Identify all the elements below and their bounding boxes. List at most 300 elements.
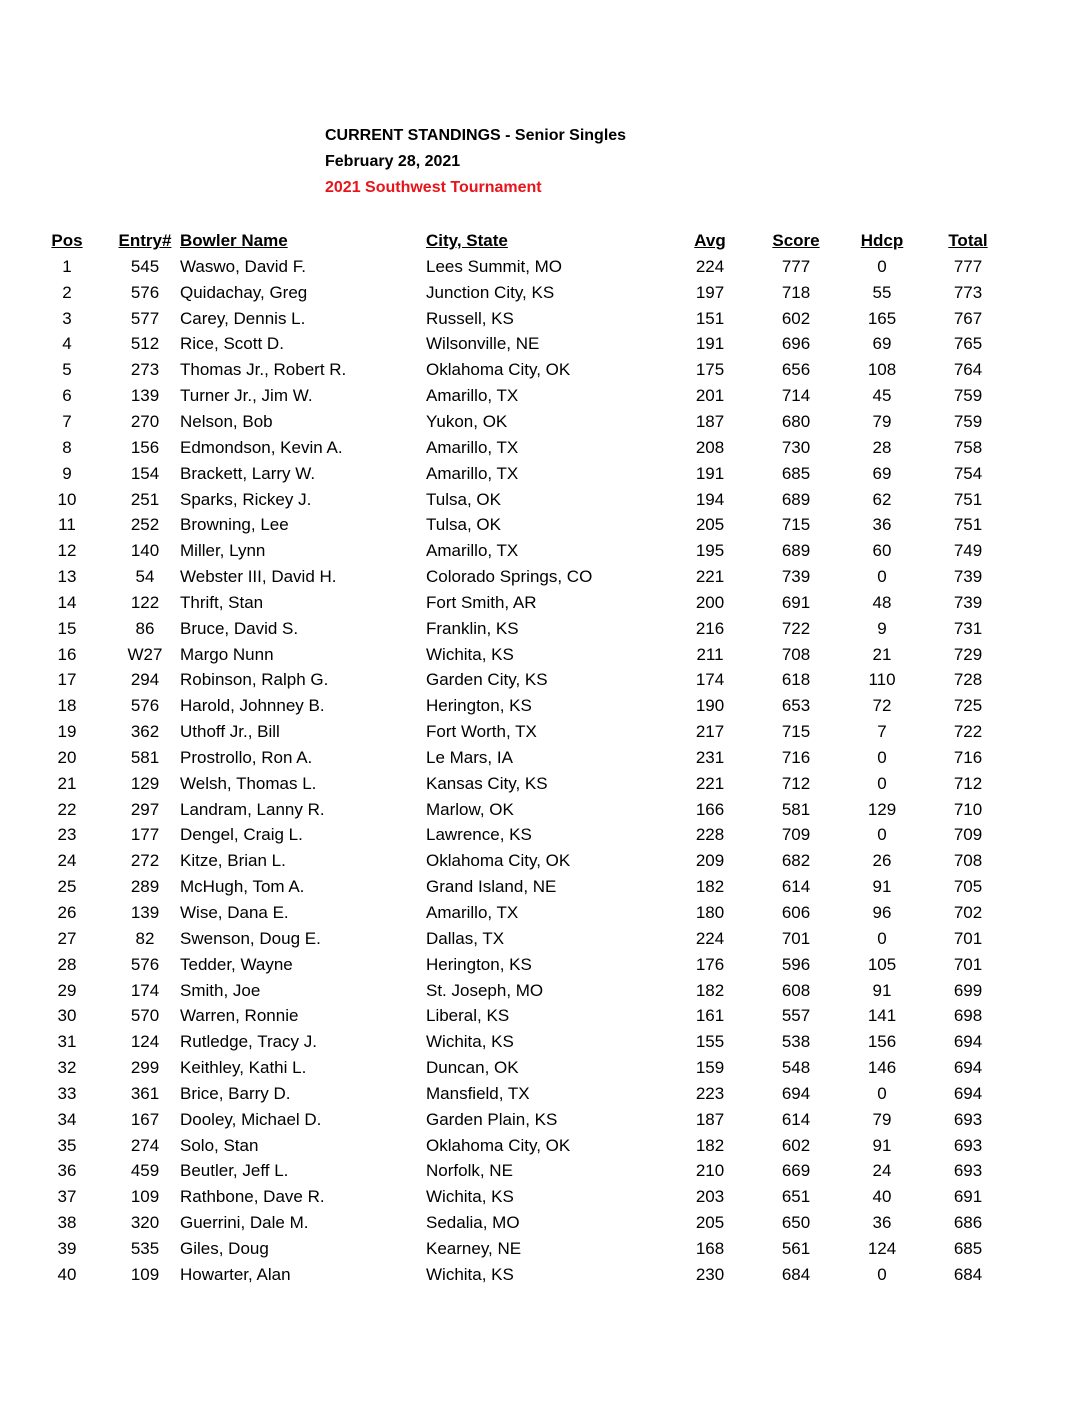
cell-pos: 23 <box>57 825 77 845</box>
cell-total: 699 <box>953 980 983 1000</box>
page-date: February 28, 2021 <box>325 153 461 170</box>
cell-total: 709 <box>953 825 983 845</box>
cell-city-state: Amarillo, TX <box>426 437 519 457</box>
cell-city-state: Grand Island, NE <box>426 877 557 897</box>
cell-total: 759 <box>953 411 983 431</box>
cell-score: 669 <box>781 1161 811 1181</box>
cell-pos: 3 <box>62 308 72 328</box>
cell-city-state: St. Joseph, MO <box>426 980 544 1000</box>
cell-city-state: Amarillo, TX <box>426 463 519 483</box>
cell-hdcp: 40 <box>872 1187 892 1207</box>
cell-pos: 9 <box>62 463 72 483</box>
cell-entry: 581 <box>130 747 160 767</box>
cell-city-state: Sedalia, MO <box>426 1213 520 1233</box>
cell-entry: W27 <box>127 644 163 664</box>
table-row <box>0 1003 1004 1029</box>
cell-pos: 16 <box>57 644 77 664</box>
cell-city-state: Colorado Springs, CO <box>426 567 593 587</box>
cell-total: 694 <box>953 1083 983 1103</box>
cell-hdcp: 91 <box>872 877 892 897</box>
cell-city-state: Oklahoma City, OK <box>426 360 571 380</box>
cell-avg: 205 <box>695 515 725 535</box>
cell-hdcp: 0 <box>877 1083 887 1103</box>
cell-hdcp: 0 <box>877 747 887 767</box>
cell-entry: 252 <box>130 515 160 535</box>
cell-score: 602 <box>781 1135 811 1155</box>
table-row <box>0 1133 1004 1159</box>
cell-city-state: Tulsa, OK <box>426 515 501 535</box>
cell-hdcp: 28 <box>872 437 892 457</box>
event-name: 2021 Southwest Tournament <box>325 179 542 196</box>
table-row <box>0 900 1004 926</box>
table-row <box>0 538 1004 564</box>
cell-score: 689 <box>781 489 811 509</box>
cell-bowler-name: Robinson, Ralph G. <box>180 670 329 690</box>
cell-entry: 109 <box>130 1187 160 1207</box>
cell-entry: 535 <box>130 1238 160 1258</box>
cell-city-state: Marlow, OK <box>426 799 514 819</box>
cell-bowler-name: Thomas Jr., Robert R. <box>180 360 347 380</box>
table-row <box>0 719 1004 745</box>
cell-pos: 7 <box>62 411 72 431</box>
cell-city-state: Kansas City, KS <box>426 773 548 793</box>
cell-hdcp: 0 <box>877 256 887 276</box>
cell-city-state: Wichita, KS <box>426 644 514 664</box>
col-score: Score <box>772 231 820 250</box>
cell-pos: 14 <box>57 592 77 612</box>
cell-avg: 216 <box>695 618 725 638</box>
cell-bowler-name: Solo, Stan <box>180 1135 259 1155</box>
cell-score: 739 <box>781 567 811 587</box>
cell-total: 729 <box>953 644 983 664</box>
cell-hdcp: 129 <box>867 799 897 819</box>
cell-hdcp: 0 <box>877 928 887 948</box>
cell-avg: 230 <box>695 1264 725 1284</box>
table-row <box>0 409 1004 435</box>
cell-city-state: Lees Summit, MO <box>426 256 563 276</box>
cell-total: 694 <box>953 1058 983 1078</box>
cell-score: 689 <box>781 541 811 561</box>
cell-avg: 190 <box>695 696 725 716</box>
cell-pos: 8 <box>62 437 72 457</box>
cell-hdcp: 45 <box>872 386 892 406</box>
cell-hdcp: 55 <box>872 282 892 302</box>
cell-hdcp: 91 <box>872 980 892 1000</box>
cell-bowler-name: Kitze, Brian L. <box>180 851 286 871</box>
cell-entry: 299 <box>130 1058 160 1078</box>
cell-entry: 270 <box>130 411 160 431</box>
cell-hdcp: 26 <box>872 851 892 871</box>
table-row <box>0 383 1004 409</box>
cell-score: 709 <box>781 825 811 845</box>
cell-bowler-name: Welsh, Thomas L. <box>180 773 317 793</box>
table-row <box>0 823 1004 849</box>
table-row <box>0 616 1004 642</box>
cell-score: 561 <box>781 1238 811 1258</box>
cell-avg: 159 <box>695 1058 725 1078</box>
cell-city-state: Lawrence, KS <box>426 825 532 845</box>
cell-pos: 20 <box>57 747 77 767</box>
cell-bowler-name: Dooley, Michael D. <box>180 1109 322 1129</box>
cell-avg: 231 <box>695 747 725 767</box>
table-row <box>0 1055 1004 1081</box>
col-hdcp: Hdcp <box>860 231 904 250</box>
cell-total: 691 <box>953 1187 983 1207</box>
cell-hdcp: 105 <box>867 954 897 974</box>
cell-city-state: Le Mars, IA <box>426 747 513 767</box>
table-row <box>0 564 1004 590</box>
cell-entry: 251 <box>130 489 160 509</box>
cell-bowler-name: Smith, Joe <box>180 980 261 1000</box>
cell-hdcp: 62 <box>872 489 892 509</box>
cell-bowler-name: Harold, Johnney B. <box>180 696 325 716</box>
cell-pos: 5 <box>62 360 72 380</box>
table-row <box>0 771 1004 797</box>
table-row <box>0 1159 1004 1185</box>
cell-pos: 25 <box>57 877 77 897</box>
cell-score: 694 <box>781 1083 811 1103</box>
cell-hdcp: 0 <box>877 825 887 845</box>
cell-pos: 1 <box>62 256 72 276</box>
cell-total: 725 <box>953 696 983 716</box>
table-row <box>0 952 1004 978</box>
table-row <box>0 461 1004 487</box>
cell-bowler-name: Bruce, David S. <box>180 618 299 638</box>
cell-bowler-name: Uthoff Jr., Bill <box>180 722 280 742</box>
cell-pos: 31 <box>57 1032 77 1052</box>
cell-pos: 21 <box>57 773 77 793</box>
cell-hdcp: 124 <box>867 1238 897 1258</box>
cell-total: 716 <box>953 747 983 767</box>
cell-city-state: Herington, KS <box>426 696 532 716</box>
cell-avg: 201 <box>695 386 725 406</box>
cell-pos: 28 <box>57 954 77 974</box>
cell-total: 701 <box>953 928 983 948</box>
table-row <box>0 978 1004 1004</box>
cell-avg: 191 <box>695 463 725 483</box>
cell-bowler-name: Carey, Dennis L. <box>180 308 306 328</box>
cell-score: 538 <box>781 1032 811 1052</box>
cell-total: 712 <box>953 773 983 793</box>
cell-score: 618 <box>781 670 811 690</box>
cell-score: 714 <box>781 386 811 406</box>
cell-total: 759 <box>953 386 983 406</box>
cell-avg: 223 <box>695 1083 725 1103</box>
cell-avg: 166 <box>695 799 725 819</box>
cell-city-state: Dallas, TX <box>426 928 505 948</box>
cell-entry: 512 <box>130 334 160 354</box>
cell-entry: 459 <box>130 1161 160 1181</box>
cell-bowler-name: McHugh, Tom A. <box>180 877 305 897</box>
cell-avg: 182 <box>695 1135 725 1155</box>
cell-city-state: Junction City, KS <box>426 282 555 302</box>
cell-hdcp: 36 <box>872 515 892 535</box>
cell-total: 777 <box>953 256 983 276</box>
cell-entry: 122 <box>130 592 160 612</box>
cell-total: 702 <box>953 903 983 923</box>
cell-total: 693 <box>953 1135 983 1155</box>
cell-entry: 140 <box>130 541 160 561</box>
cell-total: 773 <box>953 282 983 302</box>
cell-score: 718 <box>781 282 811 302</box>
cell-hdcp: 156 <box>867 1032 897 1052</box>
cell-total: 686 <box>953 1213 983 1233</box>
cell-entry: 297 <box>130 799 160 819</box>
cell-total: 693 <box>953 1161 983 1181</box>
cell-total: 728 <box>953 670 983 690</box>
cell-bowler-name: Rutledge, Tracy J. <box>180 1032 318 1052</box>
cell-city-state: Mansfield, TX <box>426 1083 530 1103</box>
cell-hdcp: 69 <box>872 463 892 483</box>
col-total: Total <box>948 231 988 250</box>
cell-hdcp: 69 <box>872 334 892 354</box>
cell-bowler-name: Miller, Lynn <box>180 541 266 561</box>
cell-city-state: Amarillo, TX <box>426 541 519 561</box>
page-title: CURRENT STANDINGS - Senior Singles <box>325 127 627 144</box>
cell-entry: 129 <box>130 773 160 793</box>
cell-avg: 182 <box>695 980 725 1000</box>
cell-pos: 22 <box>57 799 77 819</box>
cell-entry: 139 <box>130 903 160 923</box>
cell-hdcp: 141 <box>867 1006 897 1026</box>
cell-entry: 289 <box>130 877 160 897</box>
cell-bowler-name: Tedder, Wayne <box>180 954 293 974</box>
cell-avg: 180 <box>695 903 725 923</box>
cell-avg: 191 <box>695 334 725 354</box>
cell-pos: 18 <box>57 696 77 716</box>
table-row <box>0 642 1004 668</box>
cell-pos: 13 <box>57 567 77 587</box>
cell-hdcp: 110 <box>868 670 896 690</box>
table-row <box>0 254 1004 280</box>
cell-bowler-name: Keithley, Kathi L. <box>180 1058 307 1078</box>
cell-avg: 194 <box>695 489 725 509</box>
cell-entry: 361 <box>130 1083 160 1103</box>
cell-city-state: Russell, KS <box>426 308 514 328</box>
cell-hdcp: 36 <box>872 1213 892 1233</box>
cell-avg: 205 <box>695 1213 725 1233</box>
cell-avg: 224 <box>695 256 725 276</box>
cell-score: 682 <box>781 851 811 871</box>
cell-avg: 209 <box>695 851 725 871</box>
cell-total: 739 <box>953 592 983 612</box>
cell-pos: 35 <box>57 1135 77 1155</box>
cell-pos: 26 <box>57 903 77 923</box>
cell-score: 715 <box>781 722 811 742</box>
cell-total: 685 <box>953 1238 983 1258</box>
cell-bowler-name: Howarter, Alan <box>180 1264 291 1284</box>
cell-entry: 570 <box>130 1006 160 1026</box>
cell-score: 716 <box>781 747 811 767</box>
cell-pos: 34 <box>57 1109 77 1129</box>
cell-score: 696 <box>781 334 811 354</box>
cell-bowler-name: Giles, Doug <box>180 1238 269 1258</box>
table-row <box>0 435 1004 461</box>
cell-total: 749 <box>953 541 983 561</box>
cell-total: 693 <box>953 1109 983 1129</box>
cell-hdcp: 79 <box>872 411 892 431</box>
cell-entry: 576 <box>130 282 160 302</box>
cell-avg: 203 <box>695 1187 725 1207</box>
cell-pos: 38 <box>57 1213 77 1233</box>
cell-hdcp: 21 <box>872 644 892 664</box>
table-row <box>0 487 1004 513</box>
cell-avg: 228 <box>695 825 725 845</box>
cell-bowler-name: Guerrini, Dale M. <box>180 1213 309 1233</box>
cell-entry: 274 <box>130 1135 160 1155</box>
table-row <box>0 332 1004 358</box>
cell-total: 764 <box>953 360 983 380</box>
cell-bowler-name: Landram, Lanny R. <box>180 799 325 819</box>
cell-score: 614 <box>781 877 811 897</box>
cell-entry: 167 <box>130 1109 160 1129</box>
cell-total: 694 <box>953 1032 983 1052</box>
cell-city-state: Herington, KS <box>426 954 532 974</box>
cell-bowler-name: Turner Jr., Jim W. <box>180 386 313 406</box>
cell-avg: 174 <box>695 670 725 690</box>
cell-hdcp: 0 <box>877 567 887 587</box>
col-entry: Entry# <box>118 231 172 250</box>
cell-score: 548 <box>781 1058 811 1078</box>
cell-hdcp: 24 <box>872 1161 892 1181</box>
cell-score: 606 <box>781 903 811 923</box>
cell-avg: 200 <box>695 592 725 612</box>
cell-bowler-name: Warren, Ronnie <box>180 1006 299 1026</box>
cell-bowler-name: Swenson, Doug E. <box>180 928 321 948</box>
cell-bowler-name: Edmondson, Kevin A. <box>180 437 343 457</box>
col-city-state: City, State <box>426 231 508 250</box>
cell-score: 650 <box>781 1213 811 1233</box>
cell-pos: 12 <box>57 541 77 561</box>
cell-entry: 362 <box>130 722 160 742</box>
cell-pos: 2 <box>62 282 72 302</box>
cell-city-state: Wichita, KS <box>426 1032 514 1052</box>
cell-hdcp: 79 <box>872 1109 892 1129</box>
cell-hdcp: 48 <box>872 592 892 612</box>
cell-score: 715 <box>781 515 811 535</box>
table-row <box>0 280 1004 306</box>
cell-total: 739 <box>953 567 983 587</box>
cell-total: 751 <box>953 489 983 509</box>
cell-bowler-name: Browning, Lee <box>180 515 289 535</box>
cell-total: 758 <box>953 437 983 457</box>
cell-pos: 15 <box>57 618 77 638</box>
cell-avg: 187 <box>695 1109 725 1129</box>
cell-hdcp: 7 <box>877 722 887 742</box>
cell-city-state: Garden Plain, KS <box>426 1109 558 1129</box>
cell-pos: 37 <box>57 1187 77 1207</box>
cell-pos: 39 <box>57 1238 77 1258</box>
cell-bowler-name: Dengel, Craig L. <box>180 825 303 845</box>
table-row <box>0 357 1004 383</box>
table-row <box>0 1081 1004 1107</box>
cell-score: 656 <box>781 360 811 380</box>
cell-bowler-name: Sparks, Rickey J. <box>180 489 312 509</box>
cell-city-state: Kearney, NE <box>426 1238 522 1258</box>
cell-city-state: Duncan, OK <box>426 1058 519 1078</box>
cell-pos: 17 <box>57 670 77 690</box>
cell-bowler-name: Beutler, Jeff L. <box>180 1161 289 1181</box>
cell-entry: 82 <box>135 928 155 948</box>
cell-score: 614 <box>781 1109 811 1129</box>
cell-total: 684 <box>953 1264 983 1284</box>
cell-hdcp: 0 <box>877 773 887 793</box>
cell-pos: 10 <box>57 489 77 509</box>
cell-bowler-name: Rice, Scott D. <box>180 334 284 354</box>
cell-score: 777 <box>781 256 811 276</box>
cell-pos: 6 <box>62 386 72 406</box>
col-bowler-name: Bowler Name <box>180 231 288 250</box>
cell-bowler-name: Rathbone, Dave R. <box>180 1187 325 1207</box>
cell-score: 557 <box>781 1006 811 1026</box>
cell-city-state: Yukon, OK <box>426 411 508 431</box>
cell-entry: 545 <box>130 256 160 276</box>
cell-pos: 19 <box>57 722 77 742</box>
table-row <box>0 745 1004 771</box>
cell-bowler-name: Webster III, David H. <box>180 567 337 587</box>
cell-entry: 156 <box>130 437 160 457</box>
cell-bowler-name: Waswo, David F. <box>180 256 306 276</box>
cell-total: 705 <box>953 877 983 897</box>
table-row <box>0 590 1004 616</box>
cell-city-state: Fort Worth, TX <box>426 722 537 742</box>
table-row <box>0 668 1004 694</box>
cell-entry: 54 <box>135 567 155 587</box>
cell-total: 751 <box>953 515 983 535</box>
cell-hdcp: 72 <box>872 696 892 716</box>
cell-avg: 151 <box>695 308 725 328</box>
cell-city-state: Fort Smith, AR <box>426 592 537 612</box>
table-row <box>0 797 1004 823</box>
cell-bowler-name: Brackett, Larry W. <box>180 463 316 483</box>
cell-pos: 36 <box>57 1161 77 1181</box>
table-row <box>0 693 1004 719</box>
cell-total: 698 <box>953 1006 983 1026</box>
table-row <box>0 1029 1004 1055</box>
cell-avg: 211 <box>696 644 724 664</box>
cell-score: 691 <box>781 592 811 612</box>
cell-hdcp: 146 <box>867 1058 897 1078</box>
cell-city-state: Liberal, KS <box>426 1006 510 1026</box>
cell-entry: 577 <box>130 308 160 328</box>
cell-hdcp: 96 <box>872 903 892 923</box>
cell-avg: 176 <box>695 954 725 974</box>
cell-entry: 139 <box>130 386 160 406</box>
cell-entry: 294 <box>130 670 160 690</box>
cell-hdcp: 91 <box>872 1135 892 1155</box>
table-row <box>0 1107 1004 1133</box>
cell-avg: 182 <box>695 877 725 897</box>
cell-pos: 30 <box>57 1006 77 1026</box>
table-row <box>0 306 1004 332</box>
cell-city-state: Amarillo, TX <box>426 903 519 923</box>
cell-score: 680 <box>781 411 811 431</box>
cell-city-state: Wilsonville, NE <box>426 334 540 354</box>
cell-total: 701 <box>953 954 983 974</box>
cell-avg: 187 <box>695 411 725 431</box>
cell-total: 722 <box>953 722 983 742</box>
cell-hdcp: 165 <box>867 308 897 328</box>
cell-avg: 197 <box>695 282 725 302</box>
cell-avg: 155 <box>695 1032 725 1052</box>
cell-score: 651 <box>781 1187 811 1207</box>
table-row <box>0 874 1004 900</box>
cell-score: 708 <box>781 644 811 664</box>
cell-pos: 33 <box>57 1083 77 1103</box>
cell-total: 731 <box>953 618 983 638</box>
cell-score: 581 <box>781 799 811 819</box>
cell-city-state: Amarillo, TX <box>426 386 519 406</box>
